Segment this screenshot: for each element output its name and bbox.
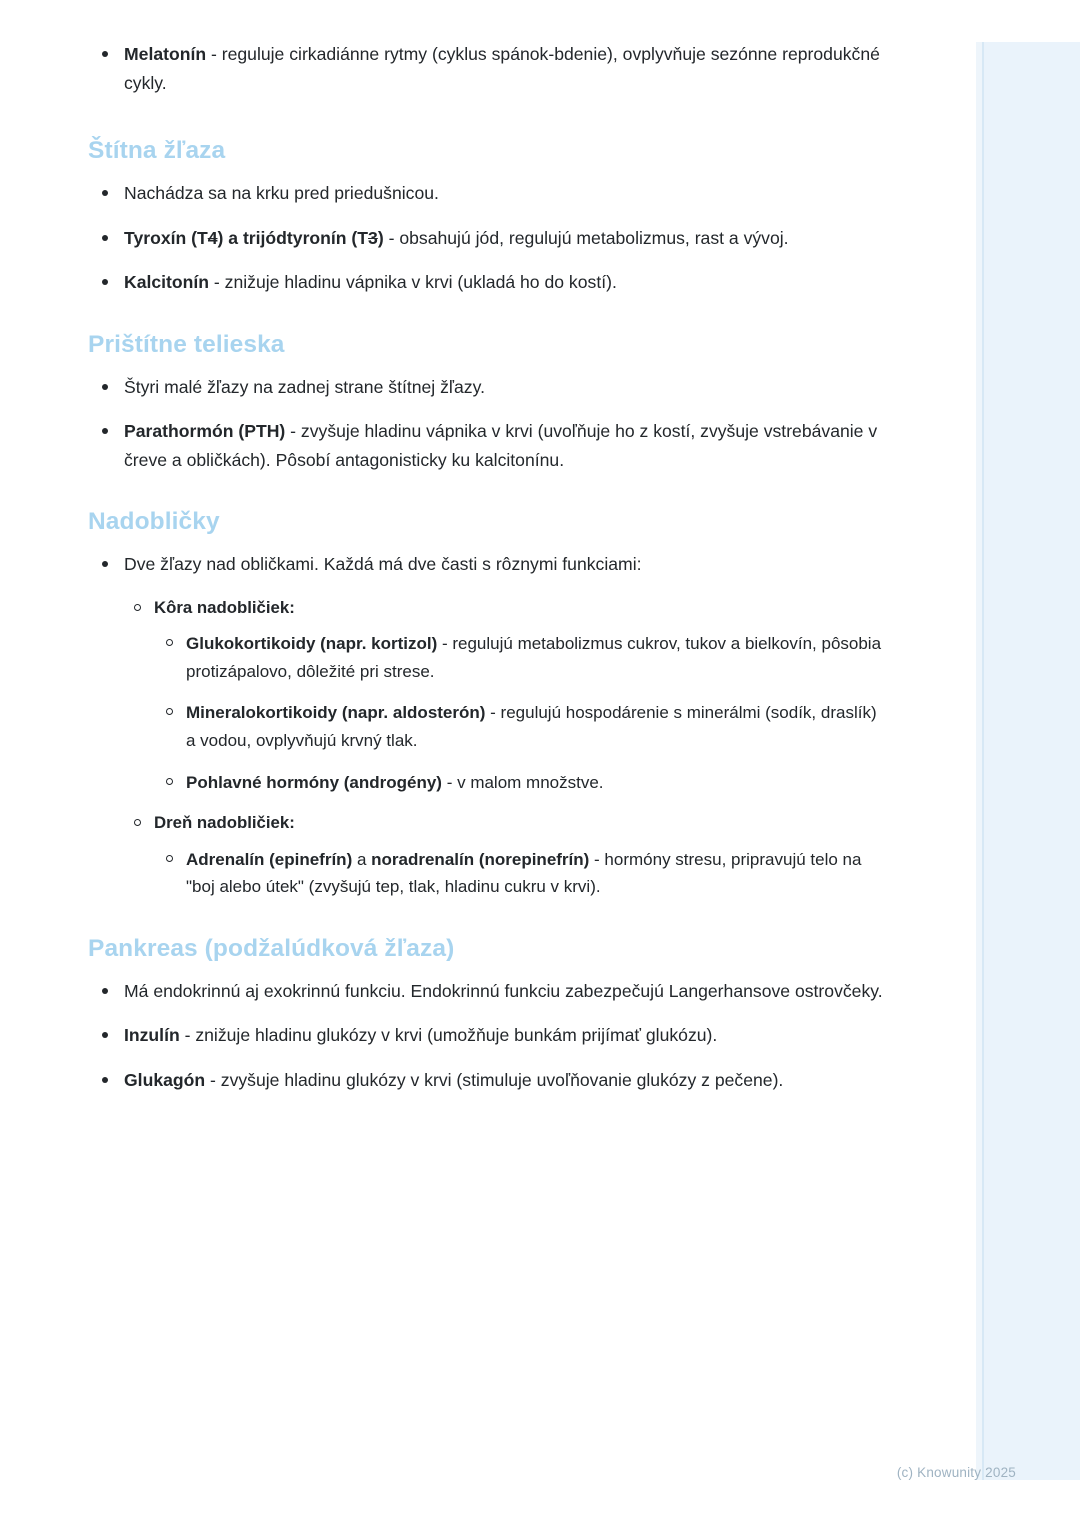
text-insulin: - znižuje hladinu glukózy v krvi (umožňuje bunkám prijímať glukózu).	[179, 1025, 718, 1046]
text-sex-hormones: - v malom množstve.	[441, 772, 604, 792]
term-calcitonin: Kalcitonín	[124, 272, 210, 292]
label-adrenal-cortex: Kôra nadobličiek:	[154, 597, 295, 617]
term-mineralocorticoids: Mineralokortikoidy (napr. aldosterón)	[186, 703, 486, 723]
text-melatonin: - reguluje cirkadiánne rytmy (cyklus spánok-bdenie), ovplyvňuje sezónne reprodukčné cykly.	[124, 44, 880, 93]
list-item-adrenal-medulla	[120, 810, 888, 837]
list-item-melatonin	[88, 40, 888, 97]
label-adrenal-medulla: Dreň nadobličiek:	[154, 813, 295, 833]
list-item-glucocorticoids	[154, 630, 888, 685]
text-adrenaline: - hormóny stresu, pripravujú telo na "boj alebo útek" (zvyšujú tep, tlak, hladinu cukru v krvi).	[186, 849, 862, 897]
text-adrenals-intro: Dve žľazy nad obličkami. Každá má dve časti s rôznymi funkciami:	[124, 554, 642, 574]
list-item-thyroid-location	[88, 179, 888, 208]
list-item-insulin	[88, 1021, 888, 1050]
right-margin-rail-inner	[982, 42, 1080, 1480]
text-thyroid-location: Nachádza sa na krku pred priedušnicou.	[124, 183, 439, 203]
text-thyroxine: - obsahujú jód, regulujú metabolizmus, rast a vývoj.	[383, 227, 789, 248]
term-sex-hormones: Pohlavné hormóny (androgény)	[186, 772, 442, 792]
list-item-adrenals-intro	[88, 550, 888, 579]
document-content	[88, 40, 888, 1094]
text-calcitonin: - znižuje hladinu vápnika v krvi (ukladá ho do kostí).	[209, 272, 617, 292]
term-thyroxine-part3: )	[377, 227, 384, 248]
term-noradrenaline: noradrenalín (norepinefrín)	[371, 849, 590, 869]
heading-adrenals: Nadobličky	[88, 508, 220, 535]
text-glucagon: - zvyšuje hladinu glukózy v krvi (stimuluje uvoľňovanie glukózy z pečene).	[205, 1069, 784, 1090]
adrenals-list	[88, 550, 888, 901]
term-thyroxine-sub3: 3	[368, 227, 378, 248]
melatonin-list	[88, 40, 888, 97]
term-parathormone: Parathormón (PTH)	[124, 421, 286, 441]
term-adrenaline: Adrenalín (epinefrín)	[186, 849, 353, 869]
term-insulin: Inzulín	[124, 1025, 180, 1046]
list-item-sex-hormones	[154, 769, 888, 797]
text-pancreas-function: Má endokrinnú aj exokrinnú funkciu. Endokrinnú funkciu zabezpečujú Langerhansove ostrovčeky.	[124, 980, 883, 1001]
list-item-parathyroid-location	[88, 373, 888, 402]
heading-parathyroid: Prištítne telieska	[88, 330, 285, 358]
list-item-pancreas-function	[88, 977, 888, 1006]
text-glucocorticoids: - regulujú metabolizmus cukrov, tukov a bielkovín, pôsobia protizápalovo, dôležité pri strese.	[186, 634, 882, 681]
list-item-adrenaline	[154, 846, 888, 901]
text-parathyroid-location: Štyri malé žľazy na zadnej strane štítnej žľazy.	[124, 376, 485, 397]
term-melatonin: Melatonín	[124, 44, 207, 64]
list-item-calcitonin	[88, 268, 888, 297]
thyroid-list	[88, 179, 888, 297]
text-mineralocorticoids: - regulujú hospodárenie s minerálmi (sodík, draslík) a vodou, ovplyvňujú krvný tlak.	[186, 703, 877, 750]
term-glucocorticoids: Glukokortikoidy (napr. kortizol)	[186, 634, 438, 654]
list-item-thyroxine	[88, 224, 888, 253]
parathyroid-list	[88, 373, 888, 475]
term-thyroxine-sub4: 4	[207, 227, 218, 248]
text-adrenaline-conj: a	[352, 849, 372, 869]
term-thyroxine-part2: ) a trijódtyronín (T	[217, 227, 369, 248]
copyright-footer: (c) Knowunity 2025	[896, 1465, 1016, 1480]
pancreas-list	[88, 977, 888, 1095]
text-parathormone: - zvyšuje hladinu vápnika v krvi (uvoľňuje ho z kostí, zvyšuje vstrebávanie v čreve a obličkách). Pôsobí antagonisticky ku kalcitonínu.	[124, 421, 878, 470]
term-glucagon: Glukagón	[124, 1069, 206, 1090]
list-item-glucagon	[88, 1066, 888, 1095]
heading-pancreas: Pankreas (podžalúdková žľaza)	[88, 934, 455, 962]
list-item-parathormone	[88, 417, 888, 474]
term-thyroxine-part1: Tyroxín (T	[124, 227, 208, 248]
heading-thyroid: Štítna žľaza	[88, 137, 226, 164]
list-item-adrenal-cortex	[120, 595, 888, 622]
list-item-mineralocorticoids	[154, 699, 888, 754]
